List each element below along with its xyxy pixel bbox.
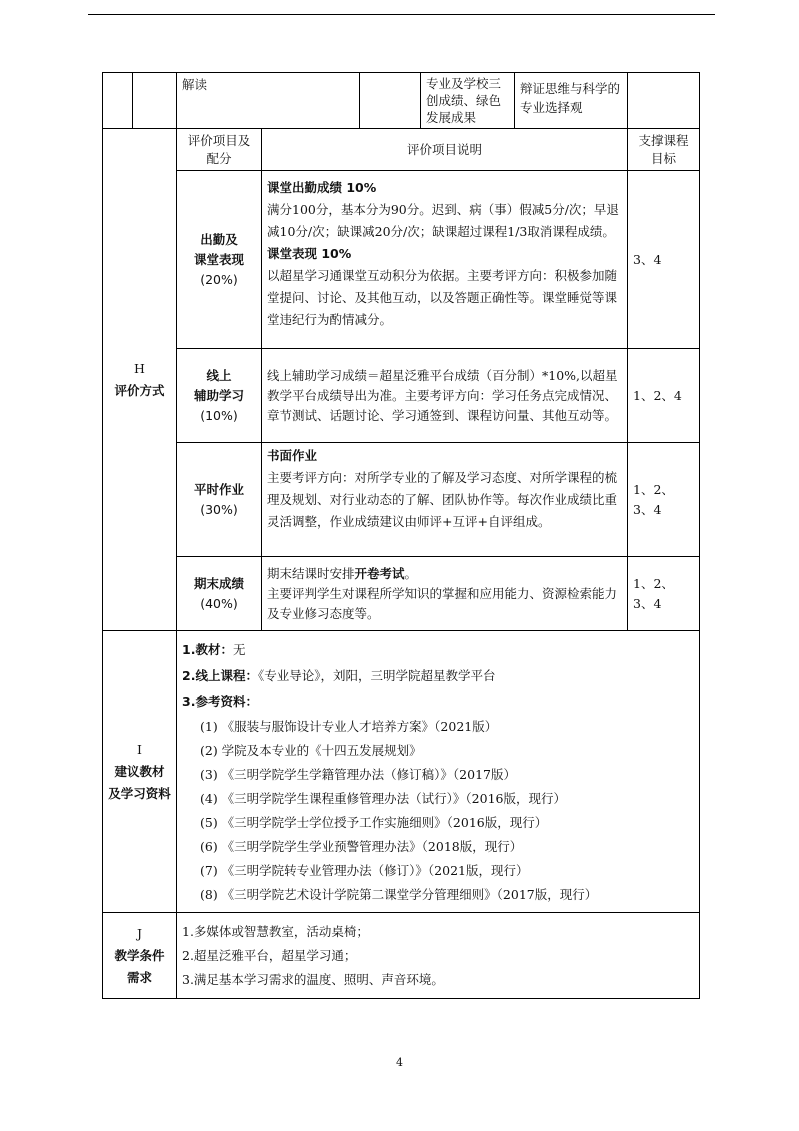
homework-target-cell bbox=[628, 443, 700, 557]
homework-label-cell bbox=[177, 443, 262, 557]
online-label-2: 辅助学习 bbox=[193, 387, 244, 403]
requirement-item: 1.多媒体或智慧教室，活动桌椅； bbox=[182, 923, 369, 939]
section-h-label bbox=[103, 129, 177, 631]
top-row bbox=[103, 73, 700, 129]
section-j-name-2: 需求 bbox=[126, 969, 152, 985]
final-text-bold: 开卷考试 bbox=[354, 565, 405, 581]
requirement-item: 3.满足基本学习需求的温度、照明、声音环境。 bbox=[182, 971, 444, 987]
section-i-row bbox=[103, 631, 700, 913]
final-label-1: 期末成绩 bbox=[193, 575, 244, 591]
reference-item: (5) 《三明学院学士学位授予工作实施细则》（2016版，现行） bbox=[200, 815, 548, 830]
attendance-label-2: 课堂表现 bbox=[193, 251, 244, 267]
attendance-label-1: 出勤及 bbox=[200, 231, 238, 247]
attendance-sub1-text: 满分100分，基本分为90分。迟到、病（事）假减5分/次；早退减10分/次；缺课减20分/次；缺课超过课程1/3取消课程成绩。 bbox=[267, 202, 619, 239]
attendance-target: 3、4 bbox=[633, 251, 662, 267]
top-row-left-cell bbox=[177, 73, 360, 129]
header-target: 支撑课程目标 bbox=[638, 132, 689, 166]
eval-row-online bbox=[103, 349, 700, 443]
attendance-description-cell bbox=[262, 171, 628, 349]
section-i-name-1: 建议教材 bbox=[114, 763, 165, 779]
homework-description-cell bbox=[262, 443, 628, 557]
reference-item: (7) 《三明学院转专业管理办法（修订）》（2021版，现行） bbox=[200, 863, 529, 878]
homework-label-1: 平时作业 bbox=[193, 481, 244, 497]
textbook-label: 1.教材： bbox=[182, 642, 233, 657]
final-target: 1、2、3、4 bbox=[633, 575, 674, 611]
attendance-percent: (20%) bbox=[200, 271, 238, 287]
requirement-item: 2.超星泛雅平台，超星学习通； bbox=[182, 947, 357, 963]
section-h-name: 评价方式 bbox=[114, 382, 165, 398]
final-percent: (40%) bbox=[200, 595, 238, 611]
reference-item: (3) 《三明学院学生学籍管理办法（修订稿）》（2017版） bbox=[200, 767, 516, 782]
header-description-cell bbox=[262, 129, 628, 171]
attendance-sub2-title: 课堂表现 10% bbox=[267, 246, 352, 261]
top-row-right-text: 辩证思维与科学的专业选择观 bbox=[520, 81, 621, 115]
top-row-right-cell bbox=[515, 73, 628, 129]
online-label-cell bbox=[177, 349, 262, 443]
section-i-name-2: 及学习资料 bbox=[108, 785, 171, 801]
section-i-label bbox=[103, 631, 177, 913]
section-j-label bbox=[103, 913, 177, 999]
online-description-cell bbox=[262, 349, 628, 443]
reference-item: (4) 《三明学院学生课程重修管理办法（试行）》（2016版，现行） bbox=[200, 791, 566, 806]
top-row-blank-1 bbox=[103, 73, 133, 129]
online-label-1: 线上 bbox=[206, 367, 232, 383]
reference-label-line bbox=[182, 689, 694, 715]
top-row-blank-3 bbox=[360, 73, 421, 129]
final-text-c: 主要评判学生对课程所学知识的掌握和应用能力、资源检索能力及专业修习态度等。 bbox=[267, 585, 618, 621]
section-h-code: H bbox=[134, 360, 145, 376]
online-course-line bbox=[182, 663, 694, 689]
attendance-label-cell bbox=[177, 171, 262, 349]
final-text-a: 期末结课时安排 bbox=[267, 565, 355, 581]
final-text-b: 。 bbox=[404, 565, 418, 581]
eval-row-homework bbox=[103, 443, 700, 557]
header-target-cell bbox=[628, 129, 700, 171]
top-row-left-text: 解读 bbox=[182, 77, 208, 92]
header-item: 评价项目及配分 bbox=[187, 132, 251, 166]
section-j-row bbox=[103, 913, 700, 999]
page-number: 4 bbox=[396, 1056, 403, 1069]
reference-item: (6) 《三明学院学生学业预警管理办法》（2018版，现行） bbox=[200, 839, 523, 854]
attendance-sub2-text: 以超星学习通课堂互动积分为依据。主要考评方向：积极参加随堂提问、讨论、及其他互动，以及答题正确性等。课堂睡觉等课堂违纪行为酌情减分。 bbox=[267, 268, 618, 327]
header-description: 评价项目说明 bbox=[407, 141, 483, 157]
final-label-cell bbox=[177, 557, 262, 631]
section-i-content bbox=[177, 631, 700, 913]
reference-item: (1) 《服装与服饰设计专业人才培养方案》（2021版） bbox=[200, 719, 498, 734]
section-j-code: J bbox=[136, 925, 142, 941]
attendance-sub1-title: 课堂出勤成绩 10% bbox=[267, 180, 377, 195]
top-row-blank-4 bbox=[628, 73, 700, 129]
online-percent: (10%) bbox=[200, 407, 238, 423]
online-target: 1、2、4 bbox=[633, 387, 682, 403]
header-item-cell bbox=[177, 129, 262, 171]
reference-item: (2) 学院及本专业的《十四五发展规划》 bbox=[200, 743, 422, 758]
header-rule bbox=[88, 14, 715, 15]
homework-target: 1、2、3、4 bbox=[633, 481, 674, 517]
online-text: 线上辅助学习成绩＝超星泛雅平台成绩（百分制）*10%,以超星教学平台成绩导出为准。主要考评方向：学习任务点完成情况、章节测试、话题讨论、学习通签到、课程访问量、其他互动等。 bbox=[267, 367, 618, 423]
textbook-value: 无 bbox=[232, 642, 246, 657]
online-course-value: 《专业导论》，刘阳，三明学院超星教学平台 bbox=[257, 668, 496, 683]
section-j-content bbox=[177, 913, 700, 999]
syllabus-table bbox=[102, 72, 700, 999]
top-row-blank-2 bbox=[133, 73, 177, 129]
reference-item: (8) 《三明学院艺术设计学院第二课堂学分管理细则》（2017版，现行） bbox=[200, 887, 598, 902]
online-course-label: 2.线上课程： bbox=[182, 668, 258, 683]
section-i-code: I bbox=[137, 741, 142, 757]
final-target-cell bbox=[628, 557, 700, 631]
homework-sub1-title: 书面作业 bbox=[267, 448, 318, 463]
section-j-name-1: 教学条件 bbox=[114, 947, 165, 963]
attendance-target-cell bbox=[628, 171, 700, 349]
homework-percent: (30%) bbox=[200, 501, 238, 517]
top-row-middle-text: 专业及学校三创成绩、绿色发展成果 bbox=[426, 76, 502, 125]
section-h-header-row bbox=[103, 129, 700, 171]
reference-label: 3.参考资料： bbox=[182, 694, 258, 709]
eval-row-final bbox=[103, 557, 700, 631]
homework-text: 主要考评方向：对所学专业的了解及学习态度、对所学课程的梳理及规划、对行业动态的了解、团队协作等。每次作业成绩比重灵活调整，作业成绩建议由师评+互评+自评组成。 bbox=[267, 470, 618, 529]
eval-row-attendance bbox=[103, 171, 700, 349]
top-row-middle-cell bbox=[421, 73, 515, 129]
online-target-cell bbox=[628, 349, 700, 443]
final-description-cell bbox=[262, 557, 628, 631]
textbook-line bbox=[182, 637, 694, 663]
